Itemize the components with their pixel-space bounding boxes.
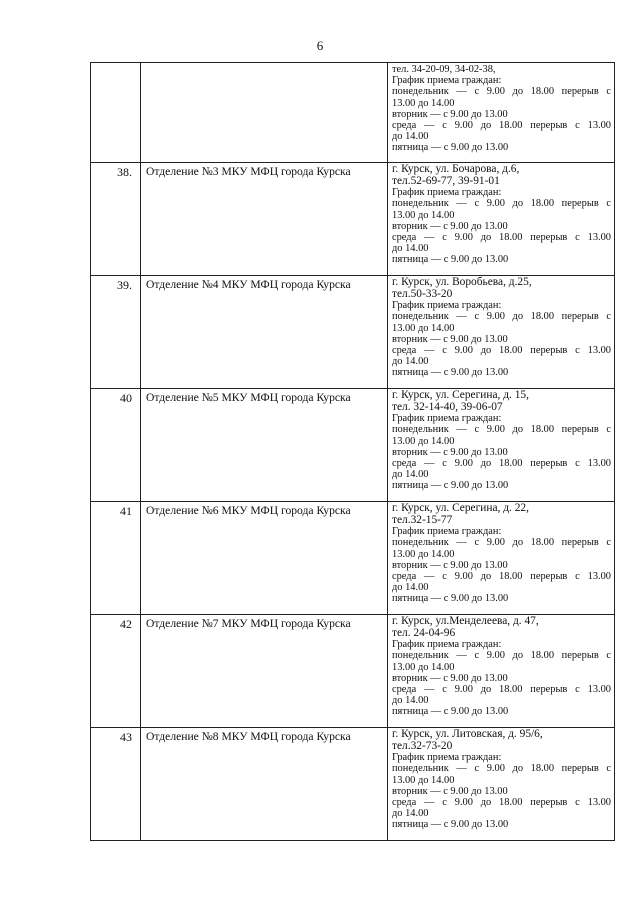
row-number: 43 xyxy=(91,728,141,841)
row-number: 41 xyxy=(91,502,141,615)
schedule-monday-break: 13.00 до 14.00 xyxy=(392,774,455,786)
schedule-tuesday: вторник — с 9.00 до 13.00 xyxy=(392,785,508,797)
office-info-cell xyxy=(388,389,615,502)
schedule-title: График приема граждан: xyxy=(392,75,502,87)
schedule-friday: пятница — с 9.00 до 13.00 xyxy=(392,142,509,154)
office-phone: тел. 32-14-40, 39-06-07 xyxy=(392,400,503,413)
schedule-title: График приема граждан: xyxy=(392,187,502,199)
office-phone: тел.52-69-77, 39-91-01 xyxy=(392,174,500,187)
schedule-friday: пятница — с 9.00 до 13.00 xyxy=(392,706,509,718)
schedule-monday: понедельник — с 9.00 до 18.00 перерыв с xyxy=(392,424,611,436)
schedule-friday: пятница — с 9.00 до 13.00 xyxy=(392,819,509,831)
table-row xyxy=(91,276,615,389)
schedule-tuesday: вторник — с 9.00 до 13.00 xyxy=(392,220,508,232)
office-name: Отделение №3 МКУ МФЦ города Курска xyxy=(141,163,388,276)
office-name-cell xyxy=(141,63,388,163)
schedule-monday: понедельник — с 9.00 до 18.00 перерыв с xyxy=(392,650,611,662)
schedule-wednesday: среда — с 9.00 до 18.00 перерыв с 13.00 xyxy=(392,797,611,808)
office-address: г. Курск, ул.Менделеева, д. 47, xyxy=(392,615,539,627)
table-row xyxy=(91,728,615,841)
office-address: г. Курск, ул. Серегина, д. 22, xyxy=(392,502,529,514)
schedule-tuesday: вторник — с 9.00 до 13.00 xyxy=(392,333,508,345)
office-info-cell xyxy=(388,502,615,615)
schedule-wednesday-break: до 14.00 xyxy=(392,808,429,820)
table-row xyxy=(91,389,615,502)
row-number: 38. xyxy=(91,163,141,276)
schedule-wednesday-break: до 14.00 xyxy=(392,243,429,255)
schedule-friday: пятница — с 9.00 до 13.00 xyxy=(392,593,509,605)
schedule-title: График приема граждан: xyxy=(392,526,502,538)
schedule-title: График приема граждан: xyxy=(392,300,502,312)
row-number-cell xyxy=(91,63,141,163)
offices-table xyxy=(90,62,615,841)
row-number: 42 xyxy=(91,615,141,728)
office-address: г. Курск, ул. Серегина, д. 15, xyxy=(392,389,529,401)
schedule-wednesday-break: до 14.00 xyxy=(392,582,429,594)
office-name: Отделение №4 МКУ МФЦ города Курска xyxy=(141,276,388,389)
office-address: г. Курск, ул. Воробьева, д.25, xyxy=(392,276,532,288)
schedule-wednesday: среда — с 9.00 до 18.00 перерыв с 13.00 xyxy=(392,571,611,582)
office-name: Отделение №7 МКУ МФЦ города Курска xyxy=(141,615,388,728)
schedule-monday: понедельник — с 9.00 до 18.00 перерыв с xyxy=(392,86,611,98)
table-row xyxy=(91,502,615,615)
schedule-wednesday-break: до 14.00 xyxy=(392,695,429,707)
schedule-wednesday: среда — с 9.00 до 18.00 перерыв с 13.00 xyxy=(392,458,611,469)
schedule-friday: пятница — с 9.00 до 13.00 xyxy=(392,367,509,379)
schedule-wednesday: среда — с 9.00 до 18.00 перерыв с 13.00 xyxy=(392,232,611,243)
phone-line: тел. 34-20-09, 34-02-38, xyxy=(392,64,496,75)
schedule-monday-break: 13.00 до 14.00 xyxy=(392,209,455,221)
schedule-wednesday: среда — с 9.00 до 18.00 перерыв с 13.00 xyxy=(392,345,611,356)
schedule-title: График приема граждан: xyxy=(392,752,502,764)
office-phone: тел.32-73-20 xyxy=(392,739,453,752)
table-row xyxy=(91,615,615,728)
schedule-monday-break: 13.00 до 14.00 xyxy=(392,661,455,673)
office-name: Отделение №6 МКУ МФЦ города Курска xyxy=(141,502,388,615)
schedule-title: График приема граждан: xyxy=(392,639,502,651)
office-address: г. Курск, ул. Бочарова, д.6, xyxy=(392,163,520,175)
schedule-wednesday-break: до 14.00 xyxy=(392,131,429,143)
office-info-cell xyxy=(388,728,615,841)
schedule-monday-break: 13.00 до 14.00 xyxy=(392,97,455,109)
row-number: 40 xyxy=(91,389,141,502)
office-name: Отделение №8 МКУ МФЦ города Курска xyxy=(141,728,388,841)
schedule-friday: пятница — с 9.00 до 13.00 xyxy=(392,254,509,266)
office-info-cell xyxy=(388,63,615,163)
schedule-title: График приема граждан: xyxy=(392,413,502,425)
schedule-wednesday: среда — с 9.00 до 18.00 перерыв с 13.00 xyxy=(392,120,611,132)
schedule-monday-break: 13.00 до 14.00 xyxy=(392,322,455,334)
office-info-cell xyxy=(388,163,615,276)
office-address: г. Курск, ул. Литовская, д. 95/6, xyxy=(392,728,543,740)
schedule-monday-break: 13.00 до 14.00 xyxy=(392,548,455,560)
schedule-monday: понедельник — с 9.00 до 18.00 перерыв с xyxy=(392,198,611,210)
schedule-monday: понедельник — с 9.00 до 18.00 перерыв с xyxy=(392,311,611,323)
schedule-wednesday: среда — с 9.00 до 18.00 перерыв с 13.00 xyxy=(392,684,611,695)
office-phone: тел. 24-04-96 xyxy=(392,626,456,639)
schedule-monday: понедельник — с 9.00 до 18.00 перерыв с xyxy=(392,537,611,549)
schedule-friday: пятница — с 9.00 до 13.00 xyxy=(392,480,509,492)
schedule-monday-break: 13.00 до 14.00 xyxy=(392,435,455,447)
table-row xyxy=(91,163,615,276)
table-row-continuation xyxy=(91,63,615,163)
office-info-cell xyxy=(388,615,615,728)
office-phone: тел.50-33-20 xyxy=(392,287,453,300)
office-name: Отделение №5 МКУ МФЦ города Курска xyxy=(141,389,388,502)
office-info-cell xyxy=(388,276,615,389)
schedule-wednesday-break: до 14.00 xyxy=(392,469,429,481)
schedule-monday: понедельник — с 9.00 до 18.00 перерыв с xyxy=(392,763,611,775)
office-phone: тел.32-15-77 xyxy=(392,513,453,526)
page-number: 6 xyxy=(316,38,324,53)
schedule-tuesday: вторник — с 9.00 до 13.00 xyxy=(392,108,508,120)
schedule-wednesday-break: до 14.00 xyxy=(392,356,429,368)
schedule-tuesday: вторник — с 9.00 до 13.00 xyxy=(392,672,508,684)
row-number: 39. xyxy=(91,276,141,389)
schedule-tuesday: вторник — с 9.00 до 13.00 xyxy=(392,446,508,458)
schedule-tuesday: вторник — с 9.00 до 13.00 xyxy=(392,559,508,571)
